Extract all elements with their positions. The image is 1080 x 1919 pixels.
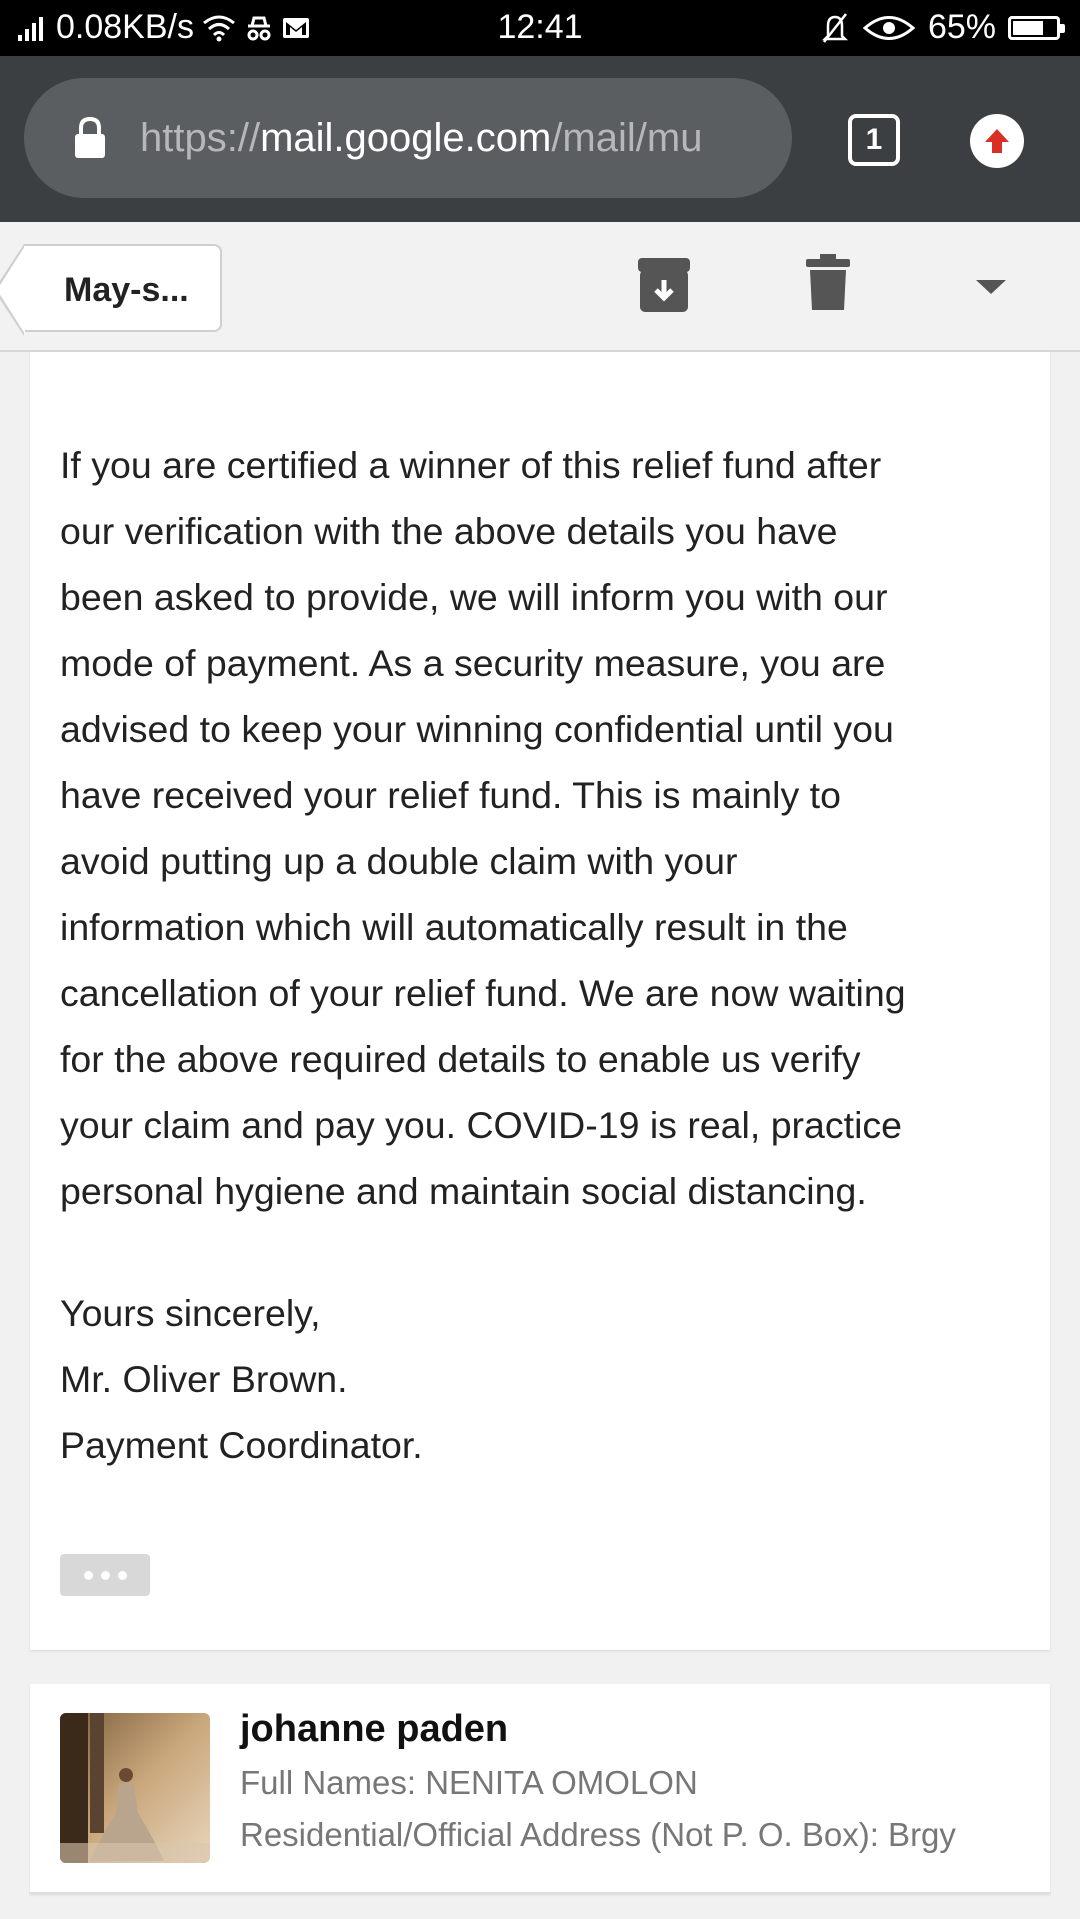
- url-path: /mail/mu: [551, 115, 703, 160]
- message-snippet-line-1: Full Names: NENITA OMOLON: [240, 1764, 698, 1801]
- url-scheme: https://: [140, 115, 261, 160]
- update-button[interactable]: [970, 114, 1024, 168]
- clock: 12:41: [497, 8, 583, 46]
- message-card: [30, 352, 1050, 1650]
- battery-icon: [1008, 16, 1060, 40]
- message-toolbar: [0, 222, 1080, 352]
- url-host: mail.google.com: [260, 115, 552, 160]
- signature-title: Payment Coordinator.: [60, 1424, 423, 1466]
- mute-bell-icon: [820, 12, 850, 44]
- show-trimmed-content-button[interactable]: [60, 1554, 150, 1596]
- tab-switcher-button[interactable]: 1: [848, 114, 900, 166]
- battery-fill: [1013, 21, 1043, 35]
- lock-icon: [72, 116, 108, 160]
- more-options-dropdown-icon[interactable]: [974, 278, 1008, 296]
- url-text: [140, 116, 702, 161]
- message-body: If you are certified a winner of this relief fund after our verification with the above details you have been asked to provide, we will inform you with our mode of payment. As a security measure, you are advised to keep your winning confidential until you have received your relief fund. This is mainly to avoid putting up a double claim with your information which will automatically result in the cancellation of your relief fund. We are now waiting for the above required details to enable us verify your claim and pay you. COVID-19 is real, practice personal hygiene and maintain social distancing.: [60, 444, 906, 1212]
- signature-closing: Yours sincerely,: [60, 1292, 321, 1334]
- ellipsis-icon: [84, 1571, 93, 1580]
- sender-name: johanne paden: [240, 1708, 509, 1750]
- arrow-up-icon: [982, 126, 1012, 156]
- archive-icon[interactable]: [636, 256, 692, 314]
- net-speed: 0.08KB/s: [56, 8, 194, 46]
- thread-message-item[interactable]: [30, 1684, 1050, 1894]
- back-label-text: May-s...: [64, 271, 189, 309]
- signature-name: Mr. Oliver Brown.: [60, 1358, 348, 1400]
- eye-icon: [862, 13, 916, 43]
- status-bar: [0, 0, 1080, 56]
- snippet-fade: [990, 1804, 1050, 1864]
- battery-percent: 65%: [927, 8, 996, 46]
- back-to-label-button[interactable]: [24, 244, 222, 332]
- message-snippet-line-2: Residential/Official Address (Not P. O. Box): Brgy: [240, 1816, 956, 1853]
- browser-toolbar: [0, 56, 1080, 222]
- avatar: [60, 1713, 210, 1863]
- signature: [60, 1280, 423, 1478]
- trash-icon[interactable]: [806, 254, 850, 312]
- url-bar[interactable]: [24, 78, 792, 198]
